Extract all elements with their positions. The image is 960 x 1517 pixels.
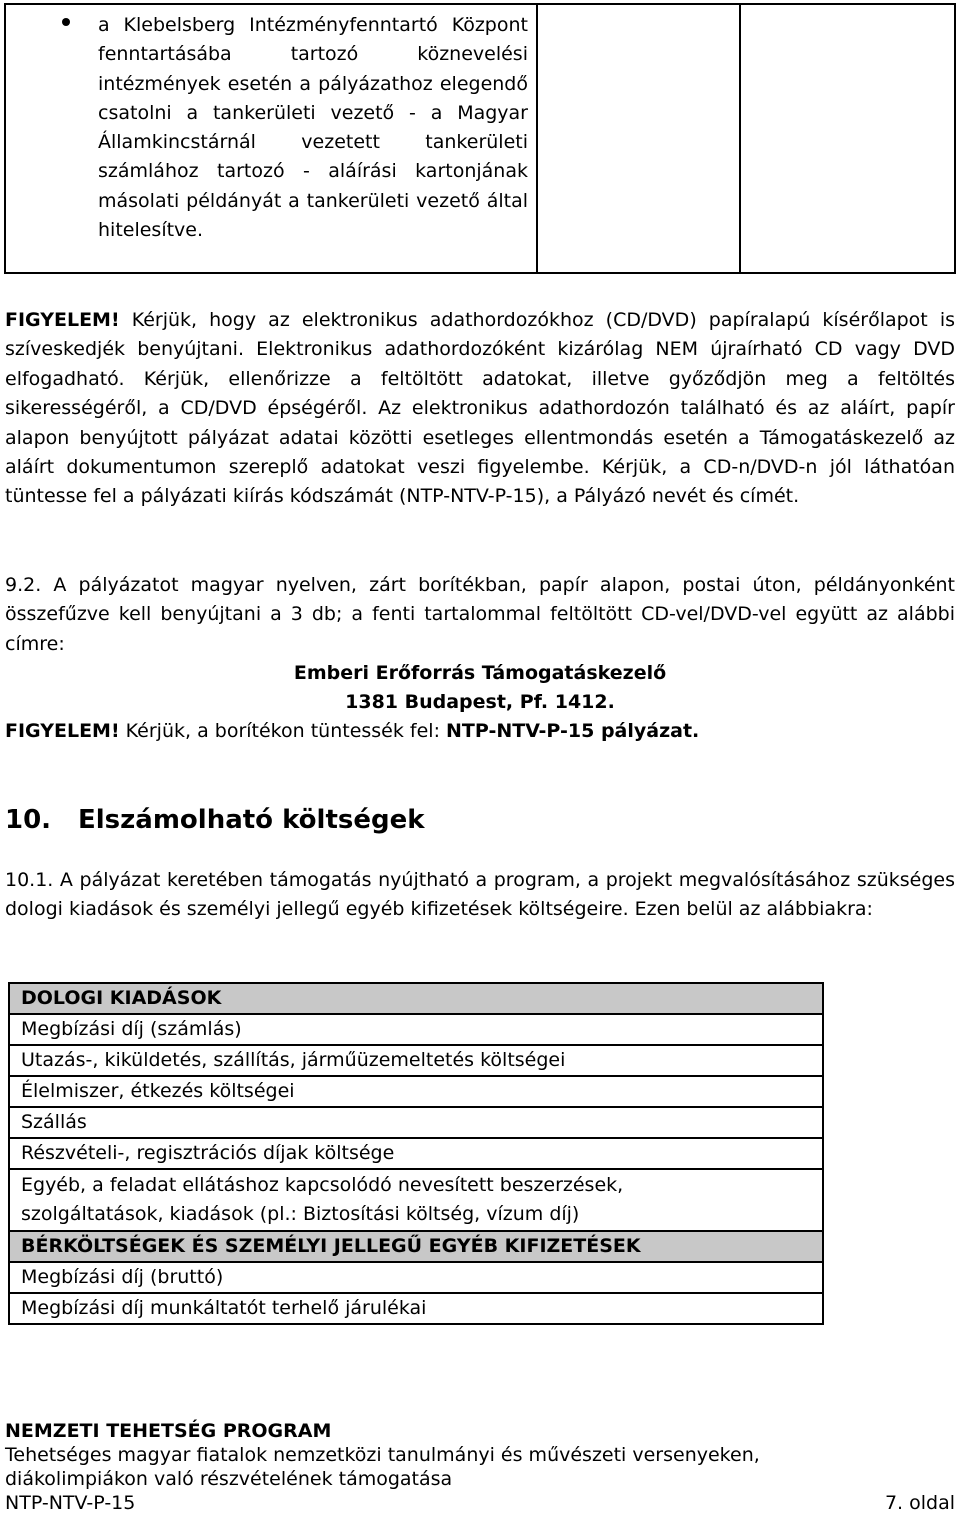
section-10-1-paragraph [5,866,955,925]
footer-program: NEMZETI TEHETSÉG PROGRAM [5,1420,332,1442]
table-row [9,1107,823,1138]
envelope-notice [5,717,955,746]
subsection-number: 10.1. [5,869,54,891]
table-row [9,983,823,1014]
table-divider [739,5,741,272]
footer [5,1419,955,1515]
notice-text: Kérjük, a borítékon tüntessék fel: [119,720,447,742]
table-cell-line: Egyéb, a feladat ellátáshoz kapcsolódó nevesített beszerzések, [21,1174,624,1196]
section-9-2-paragraph [5,571,955,659]
address-line2: 1381 Budapest, Pf. 1412. [345,691,615,713]
footer-bottom-row [5,1491,955,1515]
table-row [9,1293,823,1324]
table-row [9,1045,823,1076]
footer-line1: Tehetséges magyar fiatalok nemzetközi tanulmányi és művészeti versenyeken, [5,1444,760,1466]
footer-code: NTP-NTV-P-15 [5,1492,136,1514]
table-cell: Élelmiszer, étkezés költségei [9,1076,823,1107]
page-number: 7. oldal [884,1492,955,1514]
table-cell: Megbízási díj munkáltatót terhelő járulékai [9,1293,823,1324]
section-heading-number: 10. [5,805,52,835]
table-row [9,1076,823,1107]
notice-label: FIGYELEM! [5,309,120,331]
table-cell: Megbízási díj (bruttó) [9,1262,823,1293]
table-row [9,1014,823,1045]
table-divider [536,5,538,272]
table-header-cell: BÉRKÖLTSÉGEK ÉS SZEMÉLYI JELLEGŰ EGYÉB KIFIZETÉSEK [9,1231,823,1262]
cost-table [8,982,824,1325]
subsection-text: A pályázat keretében támogatás nyújtható a program, a projekt megvalósításához szükséges dologi kiadások és személyi jellegű egyéb kifizetések költségeire. Ezen belül az alábbiakra: [5,869,955,921]
notice-paragraph [5,306,955,512]
table-cell: Részvételi-, regisztrációs díjak költsége [9,1138,823,1169]
section-text: A pályázatot magyar nyelven, zárt borítékban, papír alapon, postai úton, példányonként összefűzve kell benyújtani a 3 db; a fenti tartalommal feltöltött CD-vel/DVD-vel együtt az alábbi címre: [5,574,955,655]
table-cell [9,1169,823,1231]
notice-code: NTP-NTV-P-15 pályázat. [446,720,700,742]
notice-text: Kérjük, hogy az elektronikus adathordozókhoz (CD/DVD) papíralapú kísérőlapot is szíveskedjék benyújtani. Elektronikus adathordozóként kizárólag NEM újraírható CD vagy DVD elfogadható. Kérjük, ellenőrizze a feltöltött adatokat, illetve győződjön meg a feltöltés sikerességéről, a CD/DVD épségéről. Az elektronikus adathordozón található és az aláírt, papír alapon benyújtott pályázat adatai közötti esetleges ellentmondás esetén a Támogatáskezelő az aláírt dokumentumon szereplő adatokat veszi figyelembe. Kérjük, a CD-n/DVD-n jól láthatóan tüntesse fel a pályázati kiírás kódszámát (NTP-NTV-P-15), a Pályázó nevét és címét. [5,309,955,508]
footer-line2: diákolimpiákon való részvételének támogatása [5,1468,453,1490]
notice-label: FIGYELEM! [5,720,120,742]
section-number: 9.2. [5,574,42,596]
bullet-icon [62,18,70,26]
top-table [4,3,956,274]
bullet-text: a Klebelsberg Intézményfenntartó Központ fenntartásába tartozó köznevelési intézmények esetén a pályázathoz elegendő csatolni a tankerületi vezető - a Magyar Államkincstárnál vezetett tankerületi számlához tartozó - aláírási kartonjának másolati példányát a tankerületi vezető által hitelesítve. [98,14,528,242]
table-row [9,1169,823,1231]
table-row [9,1138,823,1169]
table-cell: Megbízási díj (számlás) [9,1014,823,1045]
table-cell: Szállás [9,1107,823,1138]
section-heading-title: Elszámolható költségek [78,805,425,835]
table-cell: Utazás-, kiküldetés, szállítás, járműüzemeltetés költségei [9,1045,823,1076]
table-row [9,1231,823,1262]
address-line1: Emberi Erőforrás Támogatáskezelő [293,662,667,684]
table-row [9,1262,823,1293]
table-header-cell: DOLOGI KIADÁSOK [9,983,823,1014]
table-cell-line: szolgáltatások, kiadások (pl.: Biztosítási költség, vízum díj) [21,1203,580,1225]
section-heading [5,805,425,835]
